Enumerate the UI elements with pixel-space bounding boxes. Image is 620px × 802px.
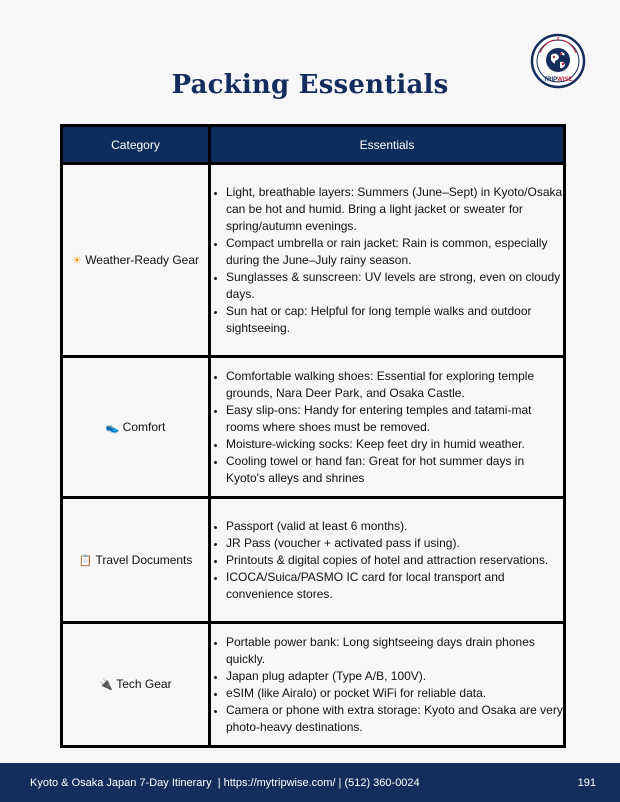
table-row [62, 164, 565, 357]
list-item: Light, breathable layers: Summers (June–Sept) in Kyoto/Osaka can be hot and humid. Bring a light jacket or sweater for spring/autumn evenings. [226, 184, 563, 233]
list-item: Easy slip-ons: Handy for entering temples and tatami-mat rooms where shoes must be removed. [226, 402, 563, 436]
list-item: Passport (valid at least 6 months). [226, 518, 563, 535]
list-item: Japan plug adapter (Type A/B, 100V). [226, 668, 563, 685]
footer-text: Kyoto & Osaka Japan 7-Day Itinerary | https://mytripwise.com/ | (512) 360-0024 [30, 777, 420, 789]
list-item: Sun hat or cap: Helpful for long temple walks and outdoor sightseeing. [226, 303, 563, 337]
essentials-list [211, 368, 563, 487]
category-label: Comfort [122, 419, 166, 434]
essentials-cell [210, 498, 565, 623]
category-cell [62, 164, 210, 357]
list-item: Sunglasses & sunscreen: UV levels are strong, even on cloudy days. [226, 269, 563, 303]
essentials-list [211, 518, 563, 603]
essentials-list [211, 634, 563, 736]
plug-icon: 🔌 [99, 678, 114, 691]
shoe-icon: 👟 [105, 420, 120, 434]
category-cell [62, 623, 210, 747]
category-label: Tech Gear [116, 677, 172, 691]
table-row [62, 498, 565, 623]
page-footer [0, 763, 620, 802]
table-row [62, 357, 565, 498]
essentials-cell [210, 623, 565, 747]
page-number: 191 [577, 777, 596, 789]
column-header-category: Category [62, 126, 210, 164]
category-cell [62, 357, 210, 498]
table-row [62, 623, 565, 747]
essentials-cell [210, 164, 565, 357]
list-item: ICOCA/Suica/PASMO IC card for local transport and convenience stores. [226, 569, 563, 603]
table-header-row [62, 126, 565, 164]
essentials-cell [210, 357, 565, 498]
page-title: Packing Essentials [171, 70, 449, 100]
list-item: Compact umbrella or rain jacket: Rain is common, especially during the June–July rainy season. [226, 235, 563, 269]
clipboard-icon: 📋 [78, 553, 93, 567]
list-item: eSIM (like Airalo) or pocket WiFi for reliable data. [226, 685, 563, 702]
list-item: Printouts & digital copies of hotel and attraction reservations. [226, 552, 563, 569]
list-item: Camera or phone with extra storage: Kyoto and Osaka are very photo-heavy destinations. [226, 702, 563, 734]
list-item: JR Pass (voucher + activated pass if using). [226, 535, 563, 552]
sun-icon: ☀ [71, 253, 82, 267]
list-item: Cooling towel or hand fan: Great for hot summer days in Kyoto's alleys and shrines [226, 453, 563, 487]
essentials-list [211, 184, 563, 337]
category-label: Weather-Ready Gear [85, 252, 200, 267]
list-item: Comfortable walking shoes: Essential for exploring temple grounds, Nara Deer Park, and Osaka Castle. [226, 368, 563, 402]
category-label: Travel Documents [95, 552, 193, 567]
category-cell [62, 498, 210, 623]
packing-table [60, 124, 566, 748]
list-item: Portable power bank: Long sightseeing days drain phones quickly. [226, 634, 563, 668]
svg-text:TRIPWISE: TRIPWISE [543, 77, 573, 83]
column-header-essentials: Essentials [210, 126, 565, 164]
list-item: Moisture-wicking socks: Keep feet dry in humid weather. [226, 436, 563, 453]
